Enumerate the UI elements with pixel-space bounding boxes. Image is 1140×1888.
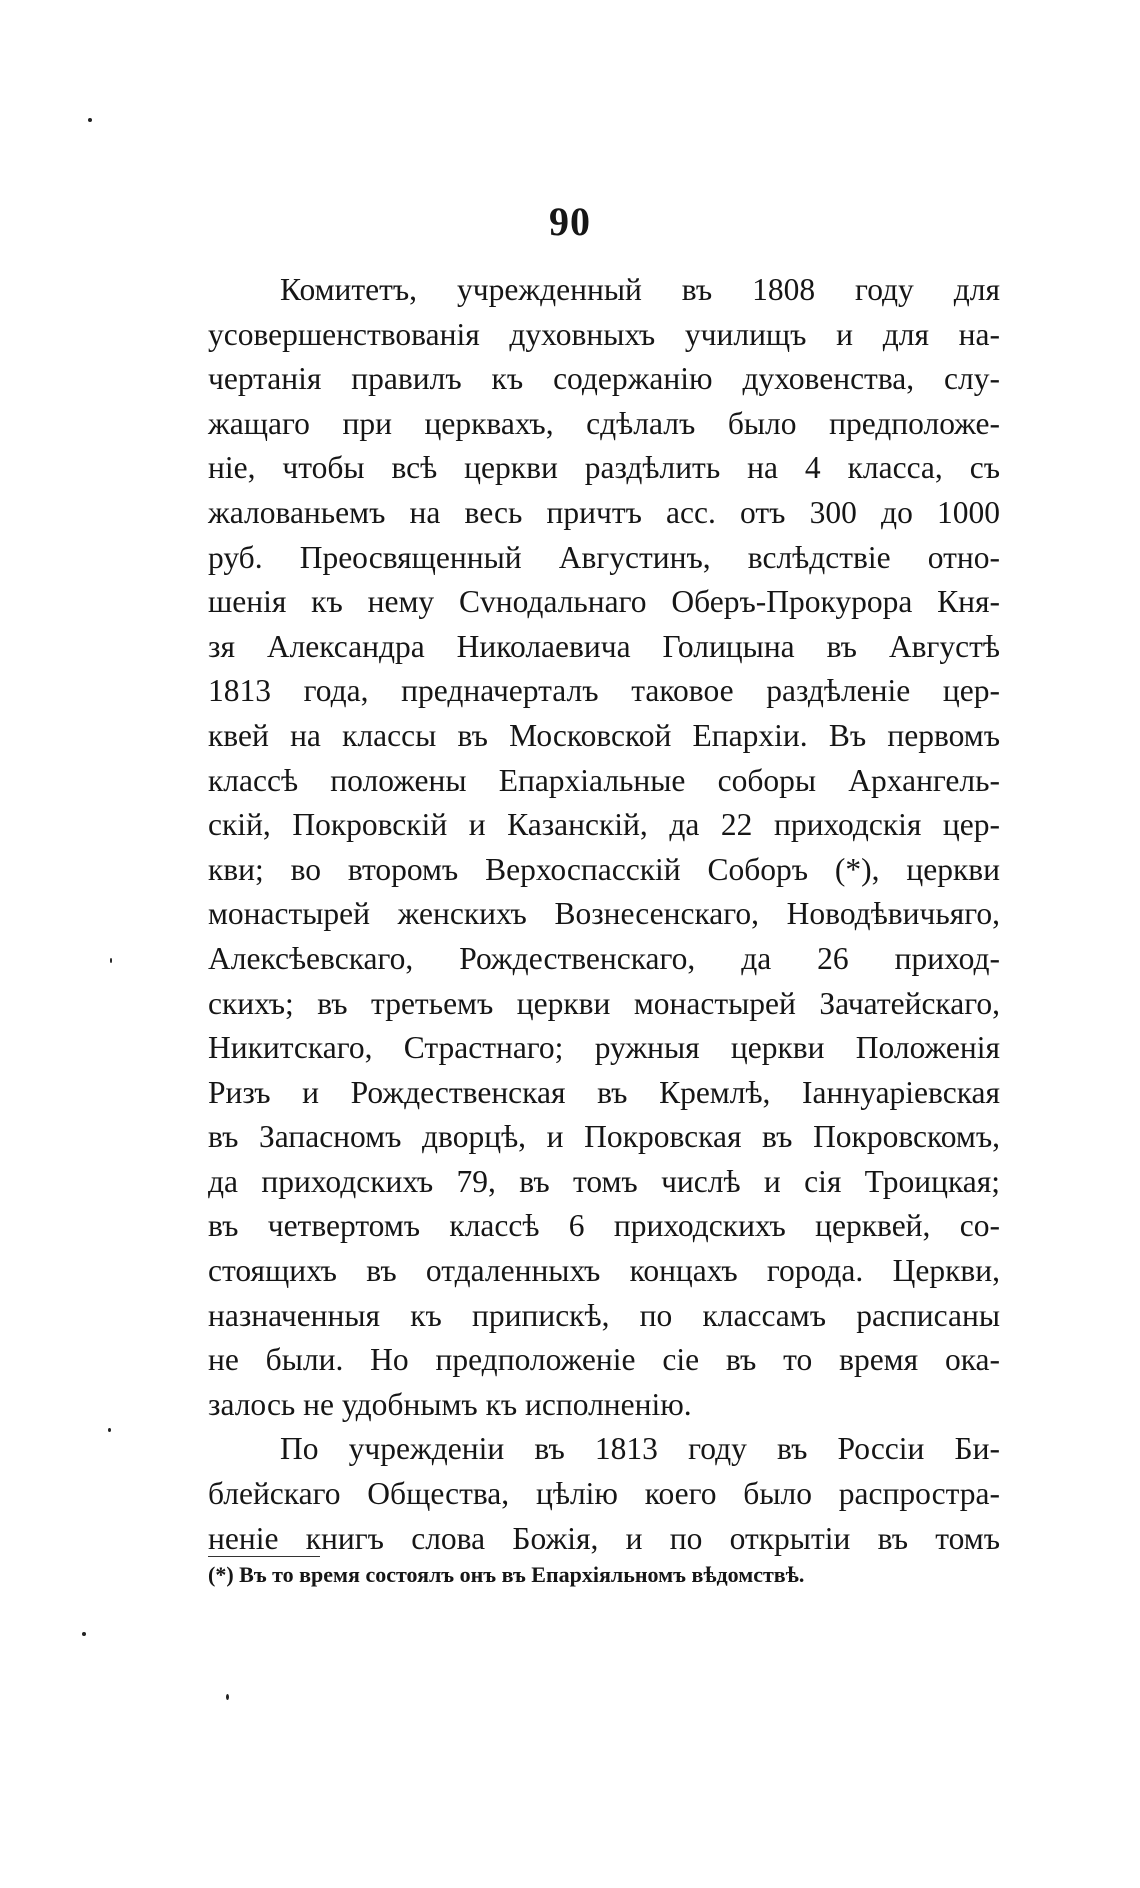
text-line: блейскаго Общества, цѣлію коего было распростра-: [208, 1476, 1000, 1512]
text-line: назначенныя къ припискѣ, по классамъ расписаны: [208, 1297, 1000, 1333]
footnote-divider: [208, 1556, 320, 1557]
scan-speck: [110, 958, 112, 963]
text-line: не были. Но предположеніе сіе въ то время ока-: [208, 1342, 1000, 1378]
text-line: неніе книгъ слова Божія, и по открытіи въ томъ: [208, 1520, 1000, 1556]
text-line: чертанія правилъ къ содержанію духовенства, слу-: [208, 361, 1000, 397]
text-line: По учрежденіи въ 1813 году въ Россіи Би-: [280, 1431, 1000, 1467]
text-line: зя Александра Николаевича Голицына въ Августѣ: [208, 628, 1000, 664]
text-line: жащаго при церквахъ, сдѣлалъ было предположе-: [208, 405, 1000, 441]
paragraph-1: [208, 268, 1000, 1427]
text-line: Никитскаго, Страстнаго; ружныя церкви Положенія: [208, 1030, 1000, 1066]
text-line: жалованьемъ на весь причтъ асс. отъ 300 до 1000: [208, 494, 1000, 530]
scan-speck: [226, 1694, 229, 1700]
text-line: въ Запасномъ дворцѣ, и Покровская въ Покровскомъ,: [208, 1119, 1000, 1155]
text-line: Комитетъ, учрежденный въ 1808 году для: [280, 272, 1000, 307]
scan-speck: [88, 118, 92, 122]
text-line: шенія къ нему Сvнодальнаго Оберъ-Прокурора Кня-: [208, 584, 1000, 620]
text-line: стоящихъ въ отдаленныхъ концахъ города. Церкви,: [208, 1253, 1000, 1289]
text-line: монастырей женскихъ Вознесенскаго, Новодѣвичьяго,: [208, 896, 1000, 932]
footnote: (*) Въ то время состоялъ онъ въ Епархіяльномъ вѣдомствѣ.: [208, 1562, 805, 1587]
text-line: ніе, чтобы всѣ церкви раздѣлить на 4 класса, съ: [208, 450, 1000, 486]
scan-speck: [108, 1428, 111, 1432]
text-line: скихъ; въ третьемъ церкви монастырей Зачатейскаго,: [208, 985, 1000, 1021]
text-line: 1813 года, предначерталъ таковое раздѣленіе цер-: [208, 673, 1000, 709]
paragraph-2: [208, 1427, 1000, 1561]
text-line: усовершенствованія духовныхъ училищъ и для на-: [208, 316, 1000, 352]
text-line: классѣ положены Епархіальные соборы Архангель-: [208, 762, 1000, 798]
text-line: въ четвертомъ классѣ 6 приходскихъ церквей, со-: [208, 1208, 1000, 1244]
text-line: руб. Преосвященный Августинъ, вслѣдствіе отно-: [208, 539, 1000, 575]
text-line: Алексѣевскаго, Рождественскаго, да 26 приход-: [208, 940, 1000, 976]
scan-speck: [82, 1632, 86, 1636]
text-line: квей на классы въ Московской Епархіи. Въ первомъ: [208, 717, 1000, 753]
page-number: 90: [549, 199, 591, 244]
text-line: залось не удобнымъ къ исполненію.: [208, 1386, 692, 1422]
text-line: Ризъ и Рождественская въ Кремлѣ, Іаннуаріевская: [208, 1074, 1000, 1110]
body-text: [208, 268, 1000, 1561]
text-line: кви; во второмъ Верхоспасскій Соборъ (*), церкви: [208, 851, 1000, 887]
text-line: скій, Покровскій и Казанскій, да 22 приходскія цер-: [208, 807, 1000, 843]
text-line: да приходскихъ 79, въ томъ числѣ и сія Троицкая;: [208, 1163, 1000, 1199]
